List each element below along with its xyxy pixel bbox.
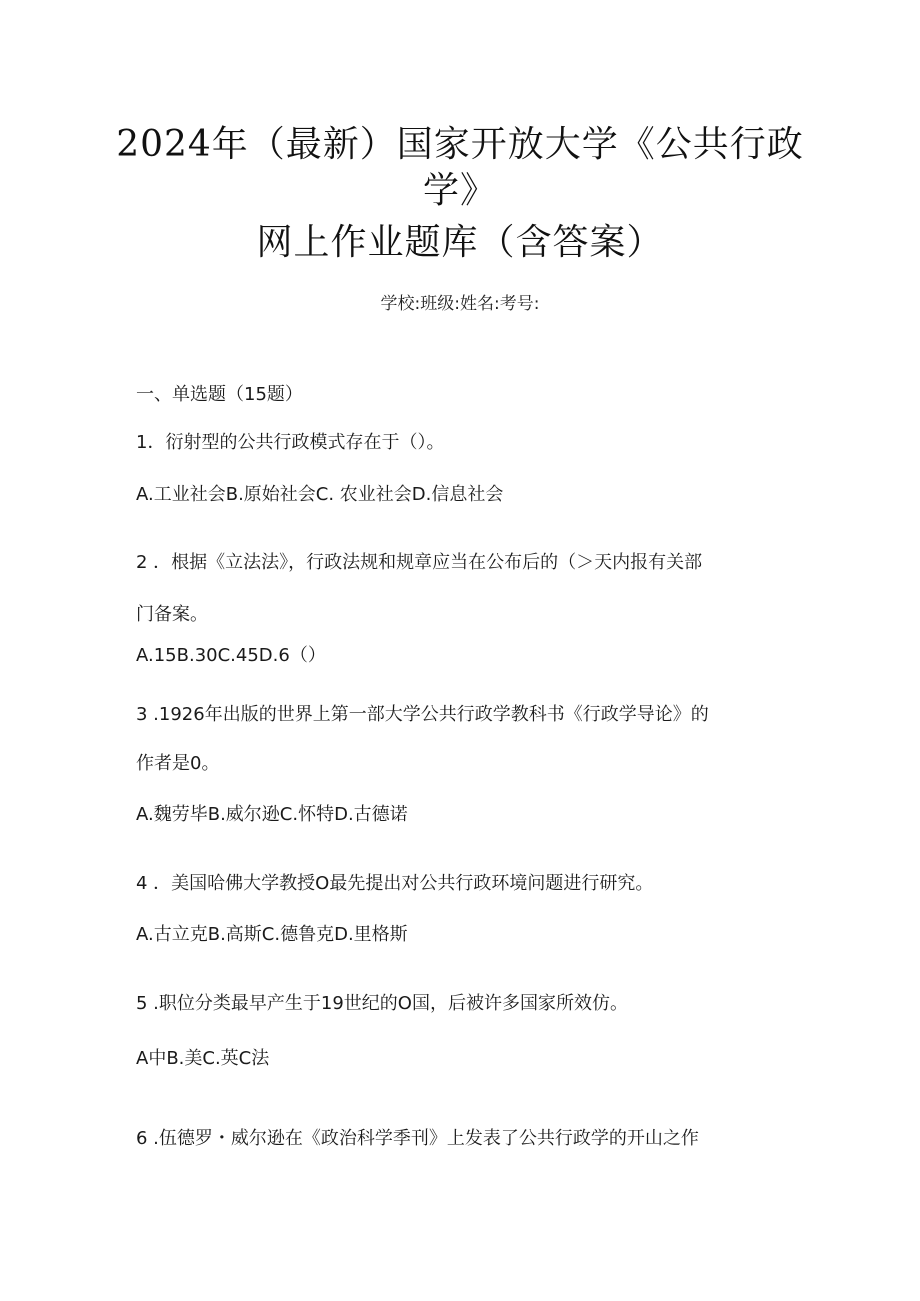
question-2-options: A.15B.30C.45D.6（） [136, 645, 326, 666]
question-4-options: A.古立克B.高斯C.德鲁克D.里格斯 [136, 924, 408, 945]
question-3-options: A.魏劳毕B.威尔逊C.怀特D.古德诺 [136, 804, 408, 825]
question-2-line-1: 2 ．根据《立法法》，行政法规和规章应当在公布后的（＞天内报有关部 [136, 552, 703, 573]
title-line-1: 2024年（最新）国家开放大学《公共行政 [116, 124, 804, 165]
question-2-line-2: 门备案。 [136, 604, 208, 625]
student-info-line: 学校:班级:姓名:考号: [380, 294, 540, 314]
question-5: 5 .职位分类最早产生于19世纪的O国，后被许多国家所效仿。 [136, 993, 628, 1014]
title-line-3: 网上作业题库（含答案） [256, 222, 664, 263]
section-header: 一、单选题（15题） [136, 384, 303, 405]
question-4: 4 ．美国哈佛大学教授O最先提出对公共行政环境问题进行研究。 [136, 873, 654, 894]
question-1: 1．衍射型的公共行政模式存在于（）。 [136, 432, 445, 453]
question-1-options: A.工业社会B.原始社会C. 农业社会D.信息社会 [136, 484, 504, 505]
question-3-line-2: 作者是0。 [136, 753, 220, 774]
question-6: 6 .伍德罗・威尔逊在《政治科学季刊》上发表了公共行政学的开山之作 [136, 1128, 699, 1149]
title-line-2: 学》 [422, 170, 497, 211]
document-title [0, 122, 920, 266]
question-3-line-1: 3 .1926年出版的世界上第一部大学公共行政学教科书《行政学导论》的 [136, 704, 709, 725]
question-5-options: A中B.美C.英C法 [136, 1048, 270, 1069]
